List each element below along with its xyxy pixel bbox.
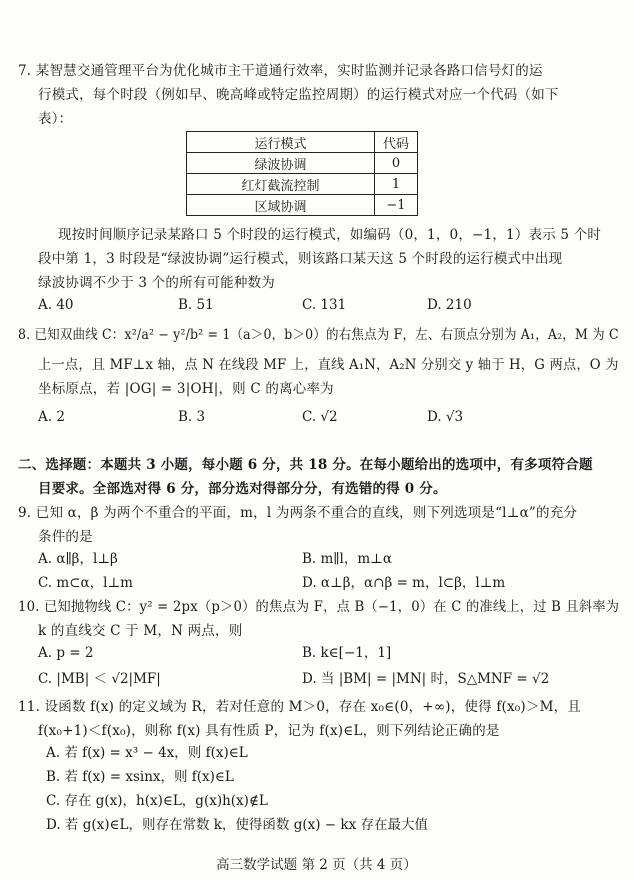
q10-line-1: 10. 已知抛物线 C：y² = 2px（p＞0）的焦点为 F，点 B（−1，0）在 C 的准线上，过 B 且斜率为 bbox=[18, 599, 620, 615]
q9-line-1: 9. 已知 α，β 为两个不重合的平面，m，l 为两条不重合的直线，则下列选项是“l⊥α”的充分 bbox=[18, 505, 578, 521]
page-footer: 高三数学试题 第 2 页（共 4 页） bbox=[216, 857, 417, 873]
table-row bbox=[187, 195, 418, 216]
mode-code-table bbox=[186, 131, 418, 216]
q10-option-c[interactable]: C. |MB| ＜ √2|MF| bbox=[38, 671, 161, 687]
q9-option-b[interactable]: B. m∥l，m⊥α bbox=[302, 551, 392, 567]
table-cell-mode: 绿波协调 bbox=[187, 153, 375, 174]
q7-option-a[interactable]: A. 40 bbox=[38, 297, 74, 313]
section-2-heading-line-1: 二、选择题：本题共 3 小题，每小题 6 分，共 18 分。在每小题给出的选项中，有多项符合题 bbox=[18, 457, 593, 473]
q9-option-a[interactable]: A. α∥β，l⊥β bbox=[38, 551, 118, 567]
q10-line-2: k 的直线交 C 于 M，N 两点，则 bbox=[38, 623, 243, 639]
q10-option-a[interactable]: A. p = 2 bbox=[38, 645, 94, 661]
q11-line-2: f(x₀+1)＜f(x₀)，则称 f(x) 具有性质 P，记为 f(x)∈L，则下列结论正确的是 bbox=[38, 723, 500, 739]
table-cell-code: 0 bbox=[375, 153, 418, 174]
table-header-row bbox=[187, 132, 418, 153]
q9-option-d[interactable]: D. α⊥β，α∩β = m，l⊂β，l⊥m bbox=[302, 575, 506, 591]
q11-line-1: 11. 设函数 f(x) 的定义域为 R，若对任意的 M＞0，存在 x₀∈(0，+∞)，使得 f(x₀)＞M，且 bbox=[18, 699, 582, 715]
q8-line-3: 坐标原点，若 |OG| = 3|OH|，则 C 的离心率为 bbox=[38, 381, 334, 397]
table-row bbox=[187, 153, 418, 174]
q11-option-a[interactable]: A. 若 f(x) = x³ − 4x，则 f(x)∈L bbox=[46, 745, 248, 761]
q7-line-2: 行模式，每个时段（例如早、晚高峰或特定监控周期）的运行模式对应一个代码（如下 bbox=[38, 87, 559, 103]
q8-option-b[interactable]: B. 3 bbox=[178, 409, 206, 425]
q7-body-line-1: 现按时间顺序记录某路口 5 个时段的运行模式，如编码（0，1，0，−1，1）表示 5 个时 bbox=[58, 227, 602, 243]
table-cell-code: 1 bbox=[375, 174, 418, 195]
q7-line-3: 表）： bbox=[38, 111, 73, 127]
q8-option-a[interactable]: A. 2 bbox=[38, 409, 65, 425]
q11-option-c[interactable]: C. 存在 g(x)，h(x)∈L，g(x)h(x)∉L bbox=[46, 793, 268, 809]
q11-option-d[interactable]: D. 若 g(x)∈L，则存在常数 k，使得函数 g(x) − kx 存在最大值 bbox=[46, 817, 428, 833]
q8-line-1: 8. 已知双曲线 C：x²/a² − y²/b² = 1（a＞0，b＞0）的右焦点为 F，左、右顶点分别为 A₁，A₂，M 为 C bbox=[18, 327, 619, 343]
q7-option-c[interactable]: C. 131 bbox=[302, 297, 347, 313]
q7-body-line-3: 绿波协调不少于 3 个的所有可能种数为 bbox=[38, 275, 275, 291]
q10-option-b[interactable]: B. k∈[−1，1] bbox=[302, 645, 392, 661]
table-cell-code: −1 bbox=[375, 195, 418, 216]
table-row bbox=[187, 174, 418, 195]
table-header-mode: 运行模式 bbox=[187, 132, 375, 153]
section-2-heading-line-2: 目要求。全部选对得 6 分，部分选对得部分分，有选错的得 0 分。 bbox=[38, 481, 447, 497]
q9-line-2: 条件的是 bbox=[38, 529, 93, 545]
table-cell-mode: 区域协调 bbox=[187, 195, 375, 216]
q8-option-d[interactable]: D. √3 bbox=[427, 409, 464, 425]
q8-option-c[interactable]: C. √2 bbox=[302, 409, 338, 425]
q11-option-b[interactable]: B. 若 f(x) = xsinx，则 f(x)∈L bbox=[46, 769, 234, 785]
q7-line-1: 7. 某智慧交通管理平台为优化城市主干道通行效率，实时监测并记录各路口信号灯的运 bbox=[18, 63, 543, 79]
q7-option-b[interactable]: B. 51 bbox=[178, 297, 214, 313]
q9-option-c[interactable]: C. m⊂α，l⊥m bbox=[38, 575, 133, 591]
q7-option-d[interactable]: D. 210 bbox=[427, 297, 472, 313]
q7-body-line-2: 段中第 1，3 时段是“绿波协调”运行模式，则该路口某天这 5 个时段的运行模式中出现 bbox=[38, 251, 563, 267]
q8-line-2: 上一点，且 MF⊥x 轴，点 N 在线段 MF 上，直线 A₁N，A₂N 分别交 y 轴于 H，G 两点，O 为 bbox=[38, 357, 619, 373]
q10-option-d[interactable]: D. 当 |BM| = |MN| 时，S△MNF = √2 bbox=[302, 671, 550, 687]
table-header-code: 代码 bbox=[375, 132, 418, 153]
table-cell-mode: 红灯截流控制 bbox=[187, 174, 375, 195]
